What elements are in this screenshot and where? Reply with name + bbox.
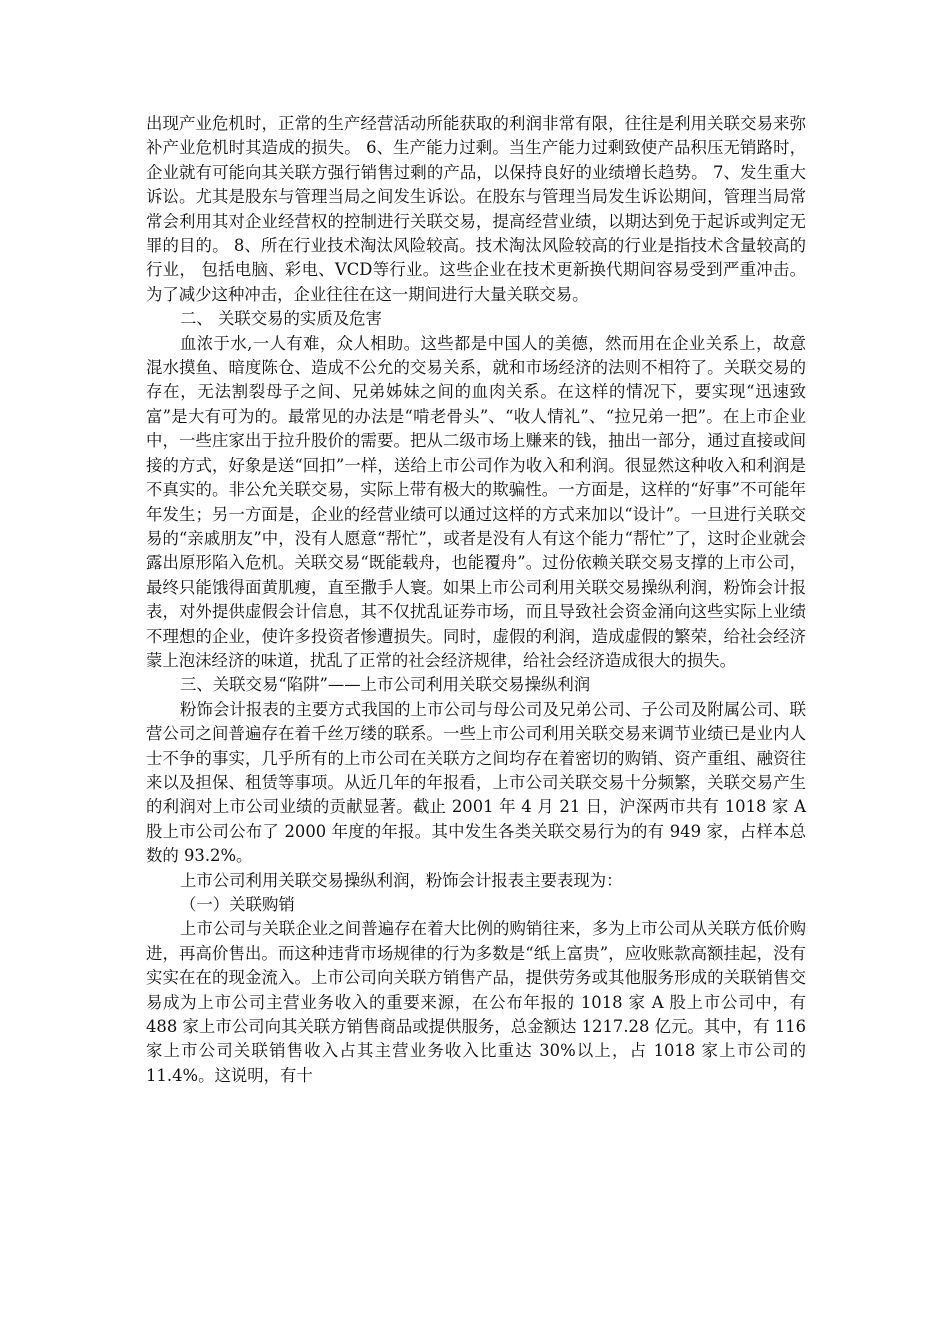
- subsection-heading-related-purchase-sales: （一）关联购销: [180, 895, 295, 914]
- paragraph-window-dressing: 粉饰会计报表的主要方式我国的上市公司与母公司及兄弟公司、子公司及附属公司、联营公司之间普遍存在着千丝万缕的联系。一些上市公司利用关联交易来调节业绩已是业内人士不争的事实，几乎所有的上市公司在关联方之间均存在着密切的购销、资产重组、融资往来以及担保、租赁等事项。从近几年的年报看，上市公司关联交易十分频繁，关联交易产生的利润对上市公司业绩的贡献显著。截止 2001 年 4 月 21 日，沪深两市共有 1018 家 A 股上市公司公布了 2000 年度的年报。其中发生各类关联交易行为的有 949 家，占样本总数的 93.2%。: [146, 699, 806, 866]
- paragraph-manifestations: 上市公司利用关联交易操纵利润，粉饰会计报表主要表现为：: [180, 870, 623, 890]
- section-heading-three: 三、关联交易“陷阱”——上市公司利用关联交易操纵利润: [180, 675, 591, 695]
- paragraph-related-purchase-sales: 上市公司与关联企业之间普遍存在着大比例的购销往来，多为上市公司从关联方低价购进，再高价售出。而这种违背市场规律的行为多数是“纸上富贵”，应收账款高额挂起，没有实实在在的现金流入。上市公司向关联方销售产品，提供劳务或其他服务形成的关联销售交易成为上市公司主营业务收入的重要来源，在公布年报的 1018 家 A 股上市公司中，有 488 家上市公司向其关联方销售商品或提供服务，总金额达 1217.28 亿元。其中，有 116 家上市公司关联销售收入占其主营业务收入比重达 30%以上，占 1018 家上市公司的 11.4%。这说明，有十: [146, 919, 806, 1085]
- paragraph-essence-and-harm: 血浓于水,一人有难，众人相助。这些都是中国人的美德，然而用在企业关系上，故意混水摸鱼、暗度陈仓、造成不公允的交易关系，就和市场经济的法则不相符了。关联交易的存在，无法割裂母子之间、兄弟姊妹之间的血肉关系。在这样的情况下，要实现“迅速致富”是大有可为的。最常见的办法是“啃老骨头”、“收人情礼”、“拉兄弟一把”。在上市企业中，一些庄家出于拉升股价的需要。把从二级市场上赚来的钱，抽出一部分，通过直接或间接的方式，好象是送“回扣”一样，送给上市公司作为收入和利润。很显然这种收入和利润是不真实的。非公允关联交易，实际上带有极大的欺骗性。一方面是，这样的“好事”不可能年年发生；另一方面是，企业的经营业绩可以通过这样的方式来加以“设计”。一旦进行关联交易的“亲戚朋友”中，没有人愿意“帮忙”，或者是没有人有这个能力“帮忙”了，这时企业就会露出原形陷入危机。关联交易“既能载舟，也能覆舟”。过份依赖关联交易支撑的上市公司，最终只能饿得面黄肌瘦，直至撒手人寰。如果上市公司利用关联交易操纵利润，粉饰会计报表，对外提供虚假会计信息，其不仅扰乱证券市场，而且导致社会资金涌向这些实际上业绩不理想的企业，使许多投资者惨遭损失。同时，虚假的利润，造成虚假的繁荣，给社会经济蒙上泡沫经济的味道，扰乱了正常的社会经济规律，给社会经济造成很大的损失。: [146, 333, 806, 670]
- section-heading-two: 二、 关联交易的实质及危害: [180, 309, 382, 329]
- paragraph-intro: 出现产业危机时，正常的生产经营活动所能获取的利润非常有限，往往是利用关联交易来弥补产业危机时其造成的损失。 6、生产能力过剩。当生产能力过剩致使产品积压无销路时，企业就有可能向其关联方强行销售过剩的产品，以保持良好的业绩增长趋势。 7、发生重大诉讼。尤其是股东与管理当局之间发生诉讼。在股东与管理当局发生诉讼期间，管理当局常常会利用其对企业经营权的控制进行关联交易，提高经营业绩，以期达到免于起诉或判定无罪的目的。 8、所在行业技术淘汰风险较高。技术淘汰风险较高的行业是指技术含量较高的行业， 包括电脑、彩电、VCD等行业。这些企业在技术更新换代期间容易受到严重冲击。为了减少这种冲击，企业往往在这一期间进行大量关联交易。: [146, 114, 806, 304]
- document-page: [146, 112, 806, 1088]
